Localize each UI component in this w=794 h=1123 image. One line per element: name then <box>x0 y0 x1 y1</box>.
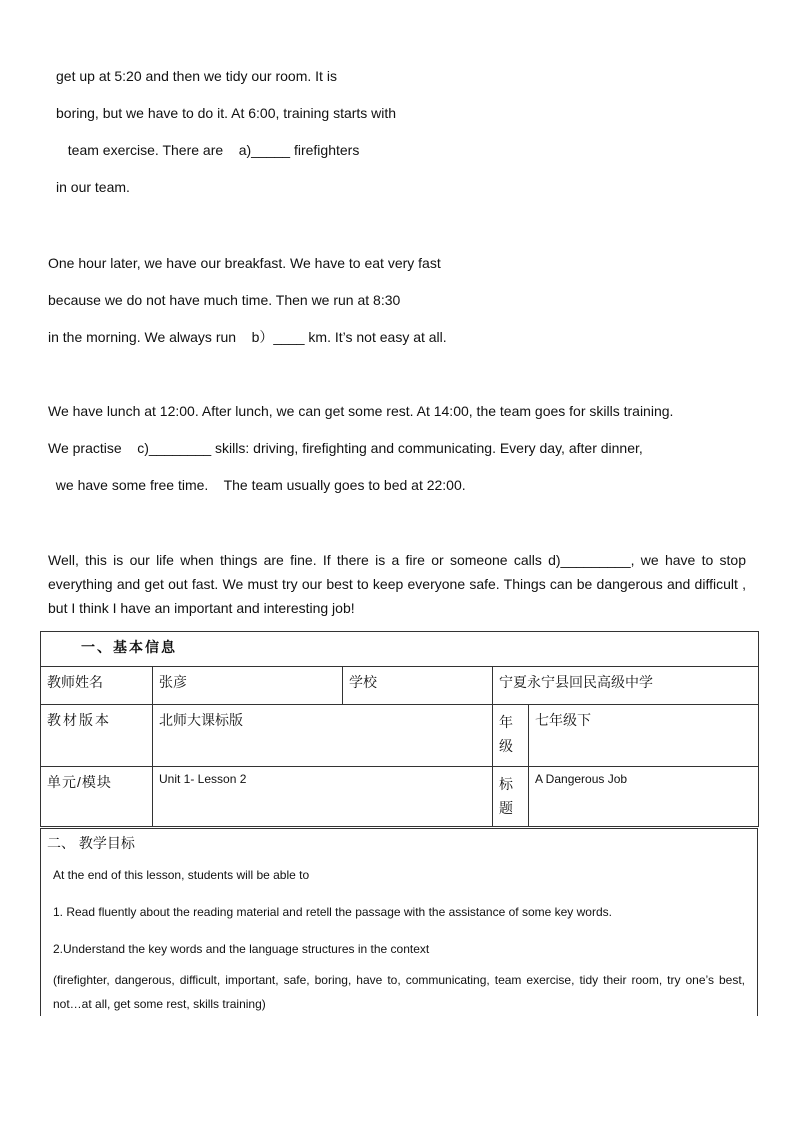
teacher-value: 张彦 <box>153 667 343 705</box>
textbook-label: 教材版本 <box>41 705 153 767</box>
title-label: 标题 <box>493 767 529 827</box>
title-value: A Dangerous Job <box>529 767 759 827</box>
textbook-value: 北师大课标版 <box>153 705 493 767</box>
passage-line: boring, but we have to do it. At 6:00, training starts with <box>56 105 397 121</box>
goals-intro: At the end of this lesson, students will be able to <box>53 868 310 882</box>
passage-line: get up at 5:20 and then we tidy our room. It is <box>56 68 337 84</box>
unit-label: 单元/模块 <box>41 767 153 827</box>
passage-line: We practise c)________ skills: driving, firefighting and communicating. Every day, after dinner, <box>48 440 643 456</box>
passage-line: we have some free time. The team usually goes to bed at 22:00. <box>48 477 466 493</box>
passage-line: in our team. <box>56 179 130 195</box>
teacher-label: 教师姓名 <box>41 667 153 705</box>
passage-line: in the morning. We always run b）____ km. It’s not easy at all. <box>48 329 447 345</box>
goal-item-3: (firefighter, dangerous, difficult, important, safe, boring, have to, communicating, team exercise, tidy their room, try one’s best, not…at all, get some rest, skills training) <box>53 973 745 1011</box>
basic-info-table <box>40 631 759 827</box>
section-title-basic-info: 一、基本信息 <box>41 632 759 667</box>
passage-line: We have lunch at 12:00. After lunch, we can get some rest. At 14:00, the team goes for skills training. <box>48 403 674 419</box>
passage-line: because we do not have much time. Then we run at 8:30 <box>48 292 401 308</box>
passage-paragraph: Well, this is our life when things are fine. If there is a fire or someone calls d)_________, we have to stop everything and get out fast. We must try our best to keep everyone safe. Things can be dangerous and difficult , but I think I have an important and interesting job! <box>48 552 746 616</box>
grade-label: 年级 <box>493 705 529 767</box>
section-title-goals: 二、 教学目标 <box>47 835 135 851</box>
teaching-goals-table <box>40 828 758 1016</box>
goal-item-1: 1. Read fluently about the reading material and retell the passage with the assistance of some key words. <box>53 905 612 919</box>
passage-line: One hour later, we have our breakfast. We have to eat very fast <box>48 255 441 271</box>
goal-item-2: 2.Understand the key words and the language structures in the context <box>53 942 430 956</box>
school-value: 宁夏永宁县回民高级中学 <box>493 667 759 705</box>
unit-value: Unit 1- Lesson 2 <box>153 767 493 827</box>
grade-value: 七年级下 <box>529 705 759 767</box>
passage-line: team exercise. There are a)_____ firefighters <box>60 142 360 158</box>
school-label: 学校 <box>343 667 493 705</box>
